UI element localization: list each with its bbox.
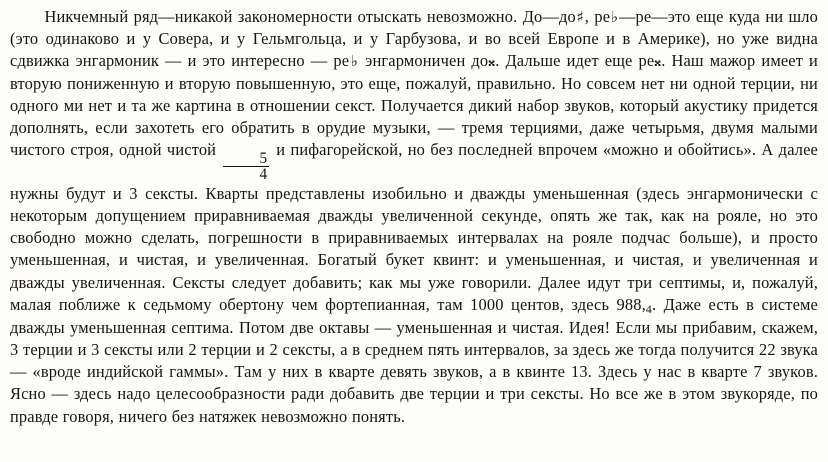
flat-symbol-1: ♭ <box>610 8 619 26</box>
text-segment-6: . Наш мажор имеет и вторую пониженную и вторую повышенную, это еще, пожалуй, правильно. Но совсем нет ни одной терции, ни одного ми нет и та же картина в отношении секст. Получается дикий набор звуков, который акустику придется дополнять, если захотеть его обратить в орудие музыки, — тремя терциями, даже четырьмя, двумя малыми чистого строя, одной чистой <box>10 51 818 160</box>
text-segment-4: энгармоничен до <box>359 51 489 71</box>
fraction-denominator: 4 <box>223 166 269 183</box>
text-segment-3: —ре—это еще куда ни шло (это одинаково и у Совера, и у Гельмгольца, и у Гарбузова, и во всей Европе и в Америке), но уже видна сдвижка энгармоник — и это интересно — ре <box>10 7 819 71</box>
flat-symbol-2: ♭ <box>349 52 360 71</box>
text-segment-2: , ре <box>584 7 611 26</box>
paragraph <box>10 6 818 428</box>
sharp-symbol: ♯ <box>575 8 585 26</box>
text-segment-7: и пифагорейской, но без последней впрочем «можно и обойтись». А далее нужны будут и 3 сексты. Кварты представлены изобильно и дважды уменьшенная (здесь энгармонически с некоторым допущением приравниваемая дважды увеличенной секунде, опять же так, как на рояле, но это свободно можно сделать, погрешности в приравниваемых интервалах на рояле подчас больше), и просто уменьшенная, и чистая, и увеличенная. Богатый букет квинт: и уменьшенная, и чистая, и увеличенная и дважды увеличенная. Сексты следует добавить; как мы уже говорили. Далее идут три септимы, и, пожалуй, малая поближе к седьмому обертону чем фортепианная, там 1000 центов, здесь 988, <box>10 140 818 314</box>
body-paragraph-block <box>10 6 818 428</box>
fraction-five-fourths <box>223 151 269 183</box>
double-sharp-symbol-2: 𝄪 <box>654 52 662 71</box>
double-sharp-symbol-1: 𝄪 <box>488 52 496 71</box>
text-segment-1: Никчемный ряд—никакой закономерности отыскать невозможно. До—до <box>44 7 576 26</box>
subscript-digit: 4 <box>645 301 652 316</box>
text-segment-5: . Дальше идет еще ре <box>495 51 655 71</box>
text-segment-8: . Даже есть в системе дважды уменьшенная септима. Потом две октавы — уменьшенная и чистая. Идея! Если мы прибавим, скажем, 3 терции и 3 сексты или 2 терции и 2 сексты, а в среднем пять интервалов, за здесь же тогда получится 22 звука — «вроде индийской гаммы». Там у них в кварте девять звуков, а в квинте 13. Здесь у нас в кварте 7 звуков. Ясно — здесь надо целесообразности ради добавить две терции и три сексты. Но все же в этом звукоряде, по правде говоря, ничего без натяжек невозможно понять. <box>10 294 818 426</box>
fraction-numerator: 5 <box>259 149 268 167</box>
